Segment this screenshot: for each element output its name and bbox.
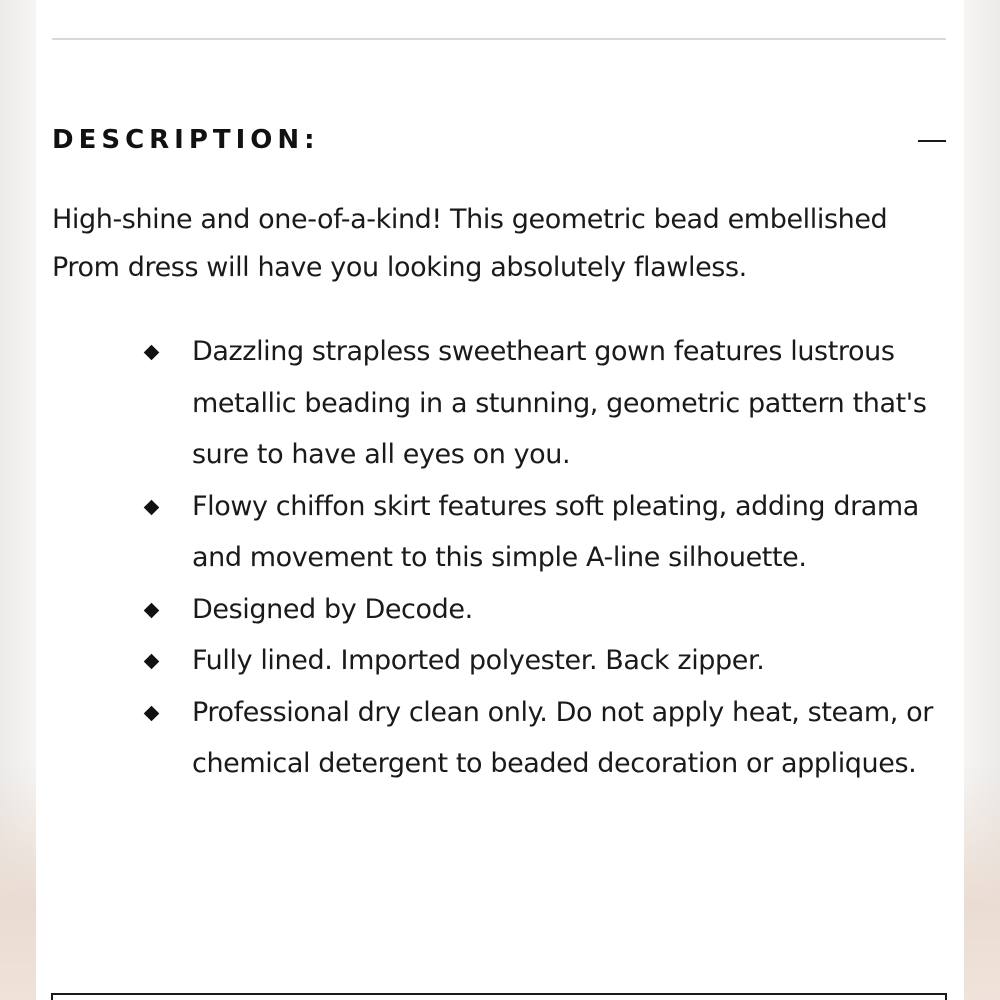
diamond-bullet-icon [144,602,160,618]
feature-list [136,326,936,790]
feature-list-item [136,481,936,584]
background-edge-left [0,760,36,1000]
feature-list-item [136,635,936,687]
feature-list-item [136,326,936,481]
diamond-bullet-icon [144,705,160,721]
feature-text: Fully lined. Imported polyester. Back zipper. [192,645,765,676]
feature-text: Professional dry clean only. Do not apply heat, steam, or chemical detergent to beaded decoration or appliques. [192,696,933,779]
description-intro: High-shine and one-of-a-kind! This geometric bead embellished Prom dress will have you looking absolutely flawless. [52,204,888,283]
description-heading: DESCRIPTION: [52,125,320,155]
feature-list-item [136,687,936,790]
feature-list-item [136,584,936,636]
diamond-bullet-icon [144,345,160,361]
description-panel [36,0,964,1000]
feature-text: Dazzling strapless sweetheart gown features lustrous metallic beading in a stunning, geometric pattern that's sure to have all eyes on you. [192,336,927,470]
minus-icon [918,140,946,142]
collapse-description-button[interactable] [914,127,950,155]
background-edge-right [964,760,1000,1000]
diamond-bullet-icon [144,499,160,515]
next-section-box[interactable] [51,993,947,1000]
diamond-bullet-icon [144,654,160,670]
feature-text: Designed by Decode. [192,593,473,625]
feature-text: Flowy chiffon skirt features soft pleating, adding drama and movement to this simple A-line silhouette. [192,490,919,573]
section-divider [52,38,946,40]
